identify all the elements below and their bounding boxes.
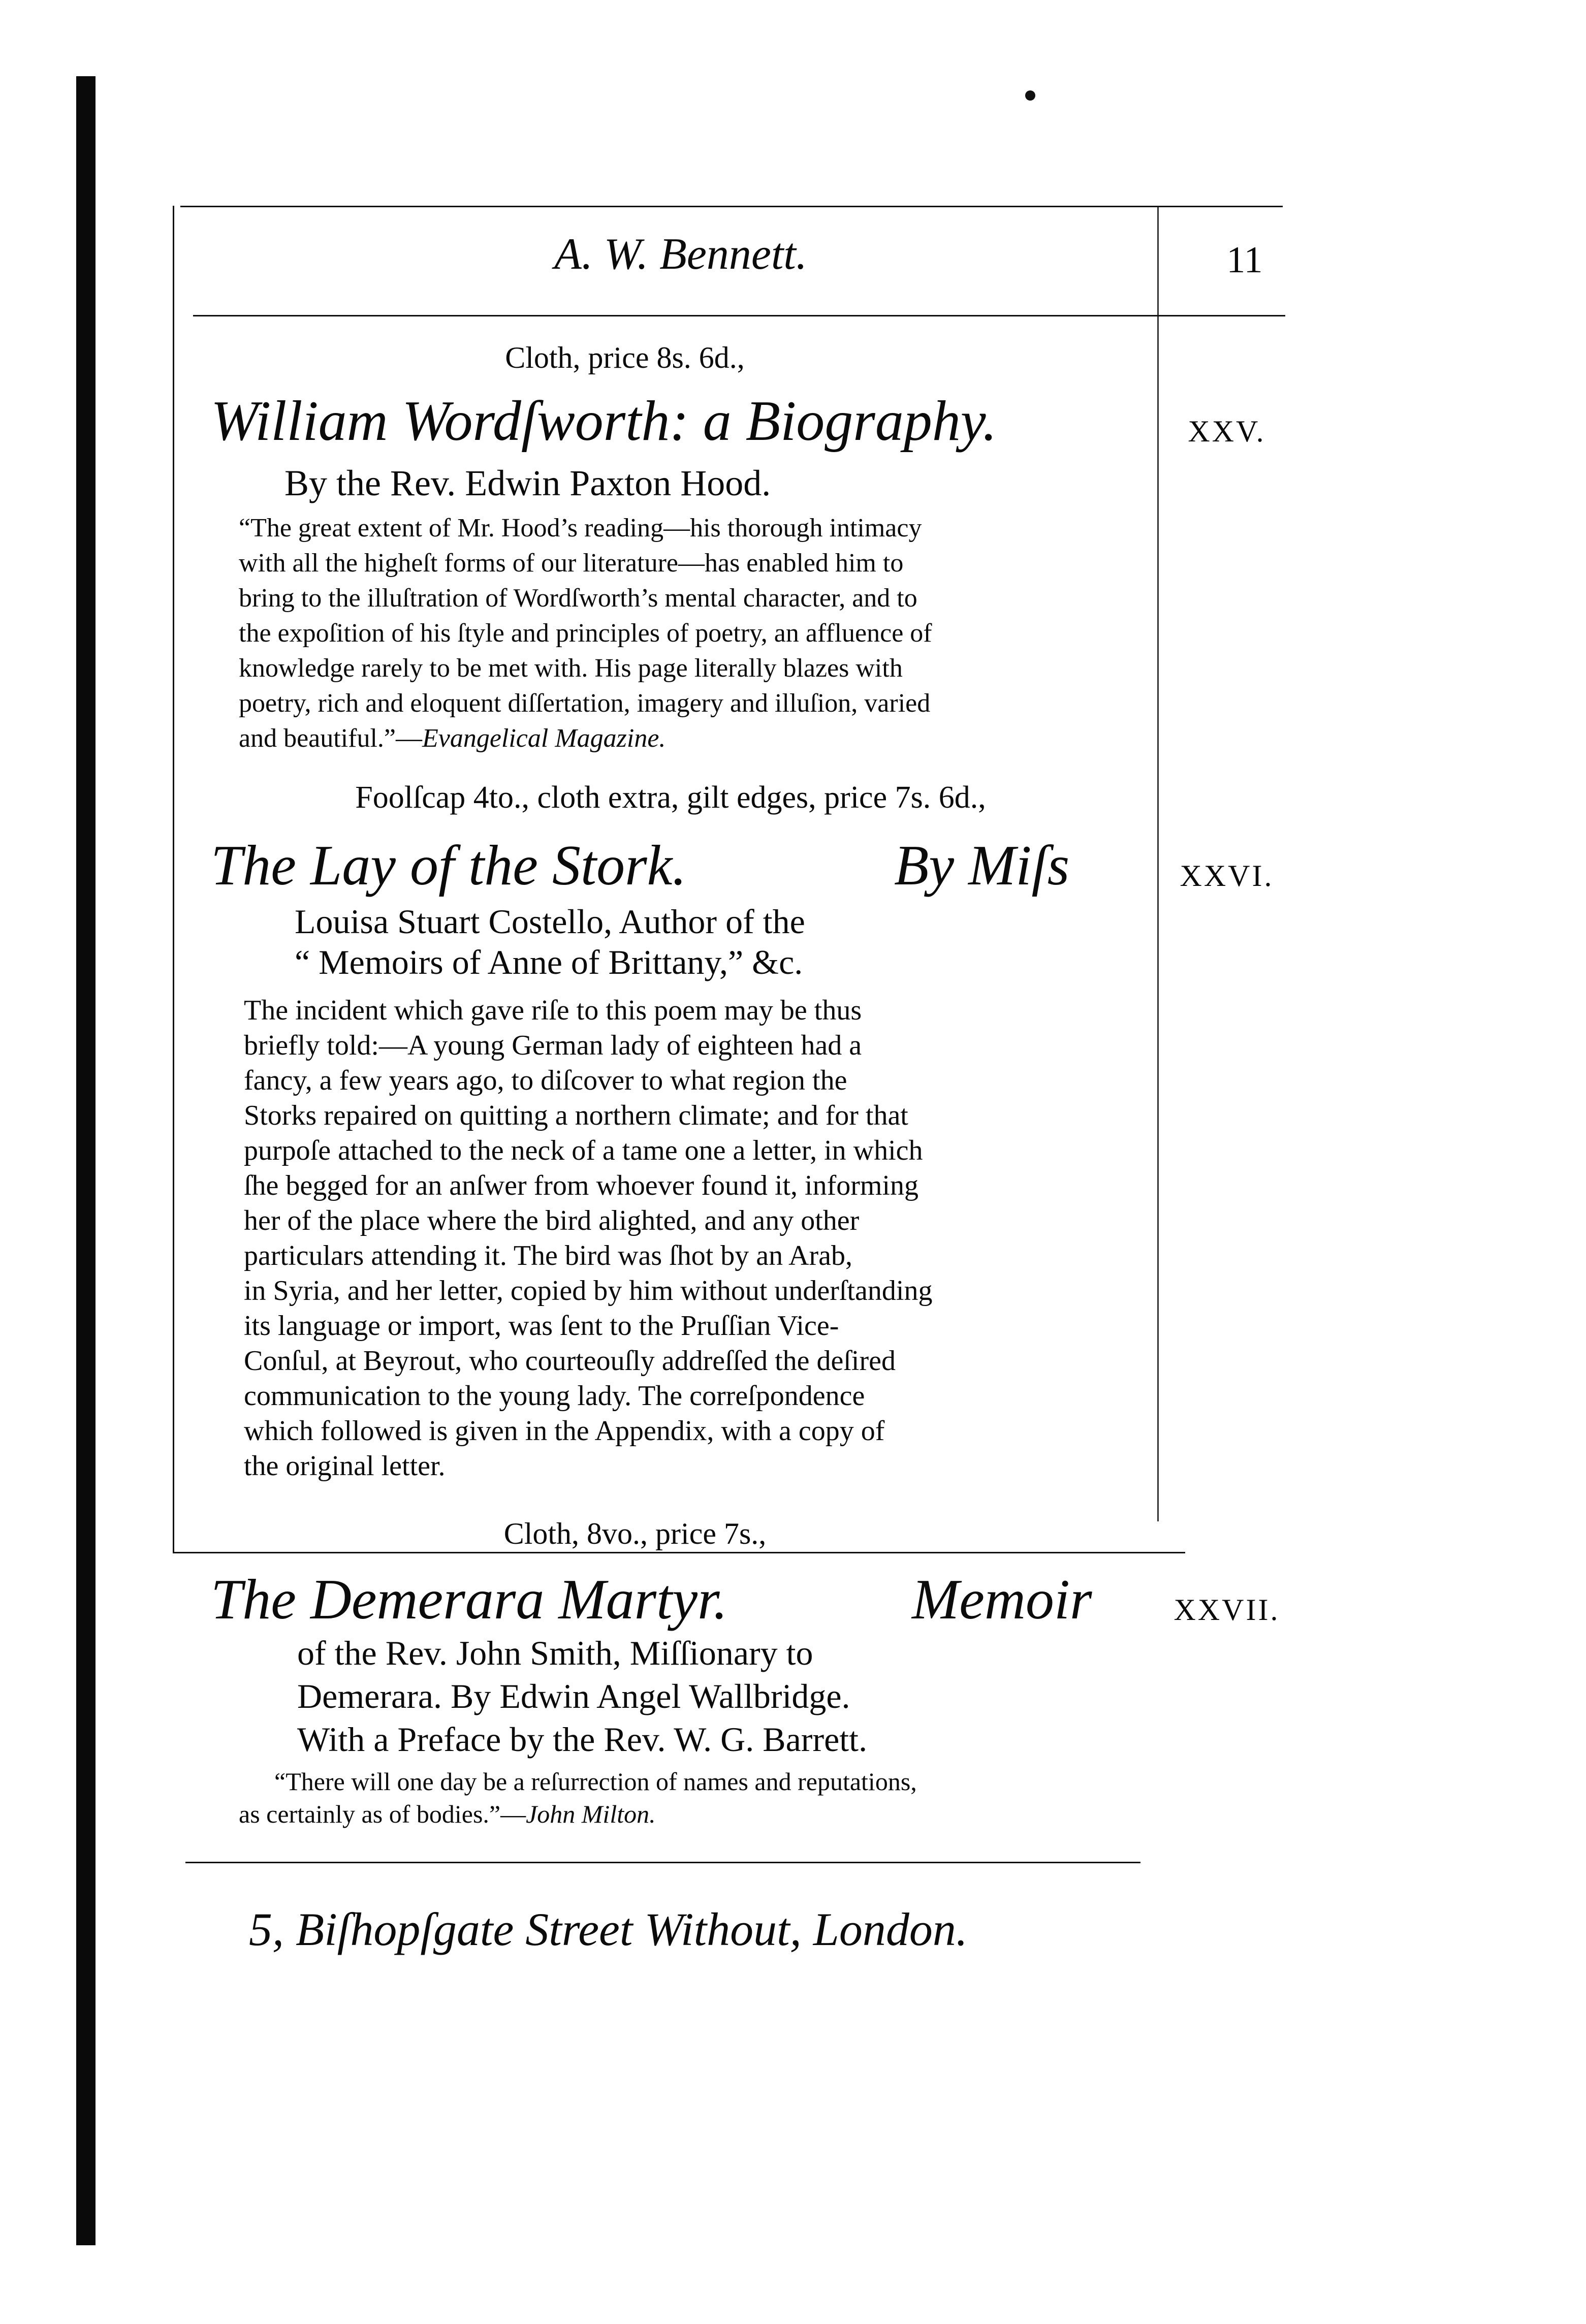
author-line: Demerara. By Edwin Angel Wallbridge. <box>297 1677 850 1715</box>
book-title-memoir: Memoir <box>912 1568 1092 1631</box>
publisher-imprint: 5, Biſhopſgate Street Without, London. <box>249 1903 968 1955</box>
body-line: in Syria, and her letter, copied by him without underſtanding <box>244 1275 933 1307</box>
body-line: the original letter. <box>244 1450 446 1482</box>
epigraph-text: as certainly as of bodies.”— <box>239 1800 526 1828</box>
price-line: Foolſcap 4to., cloth extra, gilt edges, price 7s. 6d., <box>355 780 986 815</box>
epigraph-source: John Milton. <box>526 1800 656 1828</box>
running-head: A. W. Bennett. <box>554 230 807 279</box>
entry-number-xxv: XXV. <box>1188 415 1266 448</box>
book-description <box>244 993 932 1484</box>
body-line: which followed is given in the Appendix, with a copy of <box>244 1415 885 1447</box>
body-line: Storks repaired on quitting a northern climate; and for that <box>244 1100 908 1131</box>
quote-line-last <box>239 721 932 756</box>
book-title: William Wordſworth: a Biography. <box>211 390 997 453</box>
footer-rule <box>185 1862 1140 1863</box>
body-line: The incident which gave riſe to this poem may be thus <box>244 995 862 1026</box>
epigraph <box>239 1765 917 1830</box>
quote-line: knowledge rarely to be met with. His page literally blazes with <box>239 654 903 683</box>
quote-source: Evangelical Magazine. <box>422 724 666 753</box>
quote-text: and beautiful.”— <box>239 724 422 753</box>
body-line: purpoſe attached to the neck of a tame one a letter, in which <box>244 1135 923 1166</box>
header-rule <box>193 315 1285 316</box>
body-line: briefly told:—A young German lady of eighteen had a <box>244 1030 862 1061</box>
entry-number-xxvi: XXVI. <box>1180 859 1274 893</box>
review-quote <box>239 511 932 756</box>
author-line: “ Memoirs of Anne of Brittany,” &c. <box>295 943 803 981</box>
body-line: her of the place where the bird alighted, and any other <box>244 1205 860 1236</box>
page-binding-edge <box>76 76 96 2245</box>
body-line: ſhe begged for an anſwer from whoever found it, informing <box>244 1170 919 1201</box>
price-line: Cloth, 8vo., price 7s., <box>503 1517 767 1550</box>
epigraph-line-last <box>239 1798 917 1830</box>
body-line: fancy, a few years ago, to diſcover to what region the <box>244 1065 847 1096</box>
body-line: its language or import, was ſent to the Pruſſian Vice- <box>244 1310 839 1342</box>
column-rule <box>1157 206 1159 1521</box>
author-line: of the Rev. John Smith, Miſſionary to <box>297 1634 813 1672</box>
author-line: Louisa Stuart Costello, Author of the <box>295 902 805 941</box>
body-line: Conſul, at Beyrout, who courteouſly addreſſed the deſired <box>244 1345 896 1377</box>
book-title: The Demerara Martyr. <box>211 1568 728 1631</box>
quote-line: poetry, rich and eloquent diſſertation, imagery and illuſion, varied <box>239 689 931 718</box>
entry-number-xxvii: XXVII. <box>1173 1593 1280 1627</box>
page-number: 11 <box>1226 239 1263 281</box>
quote-line: with all the higheſt forms of our literature—has enabled him to <box>239 549 904 578</box>
top-rule <box>180 206 1283 207</box>
body-line: particulars attending it. The bird was ſhot by an Arab, <box>244 1240 853 1271</box>
quote-line: bring to the illuſtration of Wordſworth’s mental character, and to <box>239 584 917 613</box>
book-title-author-prefix: By Miſs <box>894 834 1070 897</box>
quote-line: “The great extent of Mr. Hood’s reading—his thorough intimacy <box>239 514 922 543</box>
body-line: communication to the young lady. The correſpondence <box>244 1380 865 1412</box>
ink-dot <box>1025 90 1035 101</box>
price-line: Cloth, price 8s. 6d., <box>505 341 745 374</box>
epigraph-line: “There will one day be a reſurrection of names and reputations, <box>274 1767 917 1796</box>
book-title: The Lay of the Stork. <box>211 834 687 897</box>
byline: By the Rev. Edwin Paxton Hood. <box>284 463 771 503</box>
author-line: With a Preface by the Rev. W. G. Barrett. <box>297 1720 868 1759</box>
quote-line: the expoſition of his ſtyle and principles of poetry, an affluence of <box>239 619 932 648</box>
